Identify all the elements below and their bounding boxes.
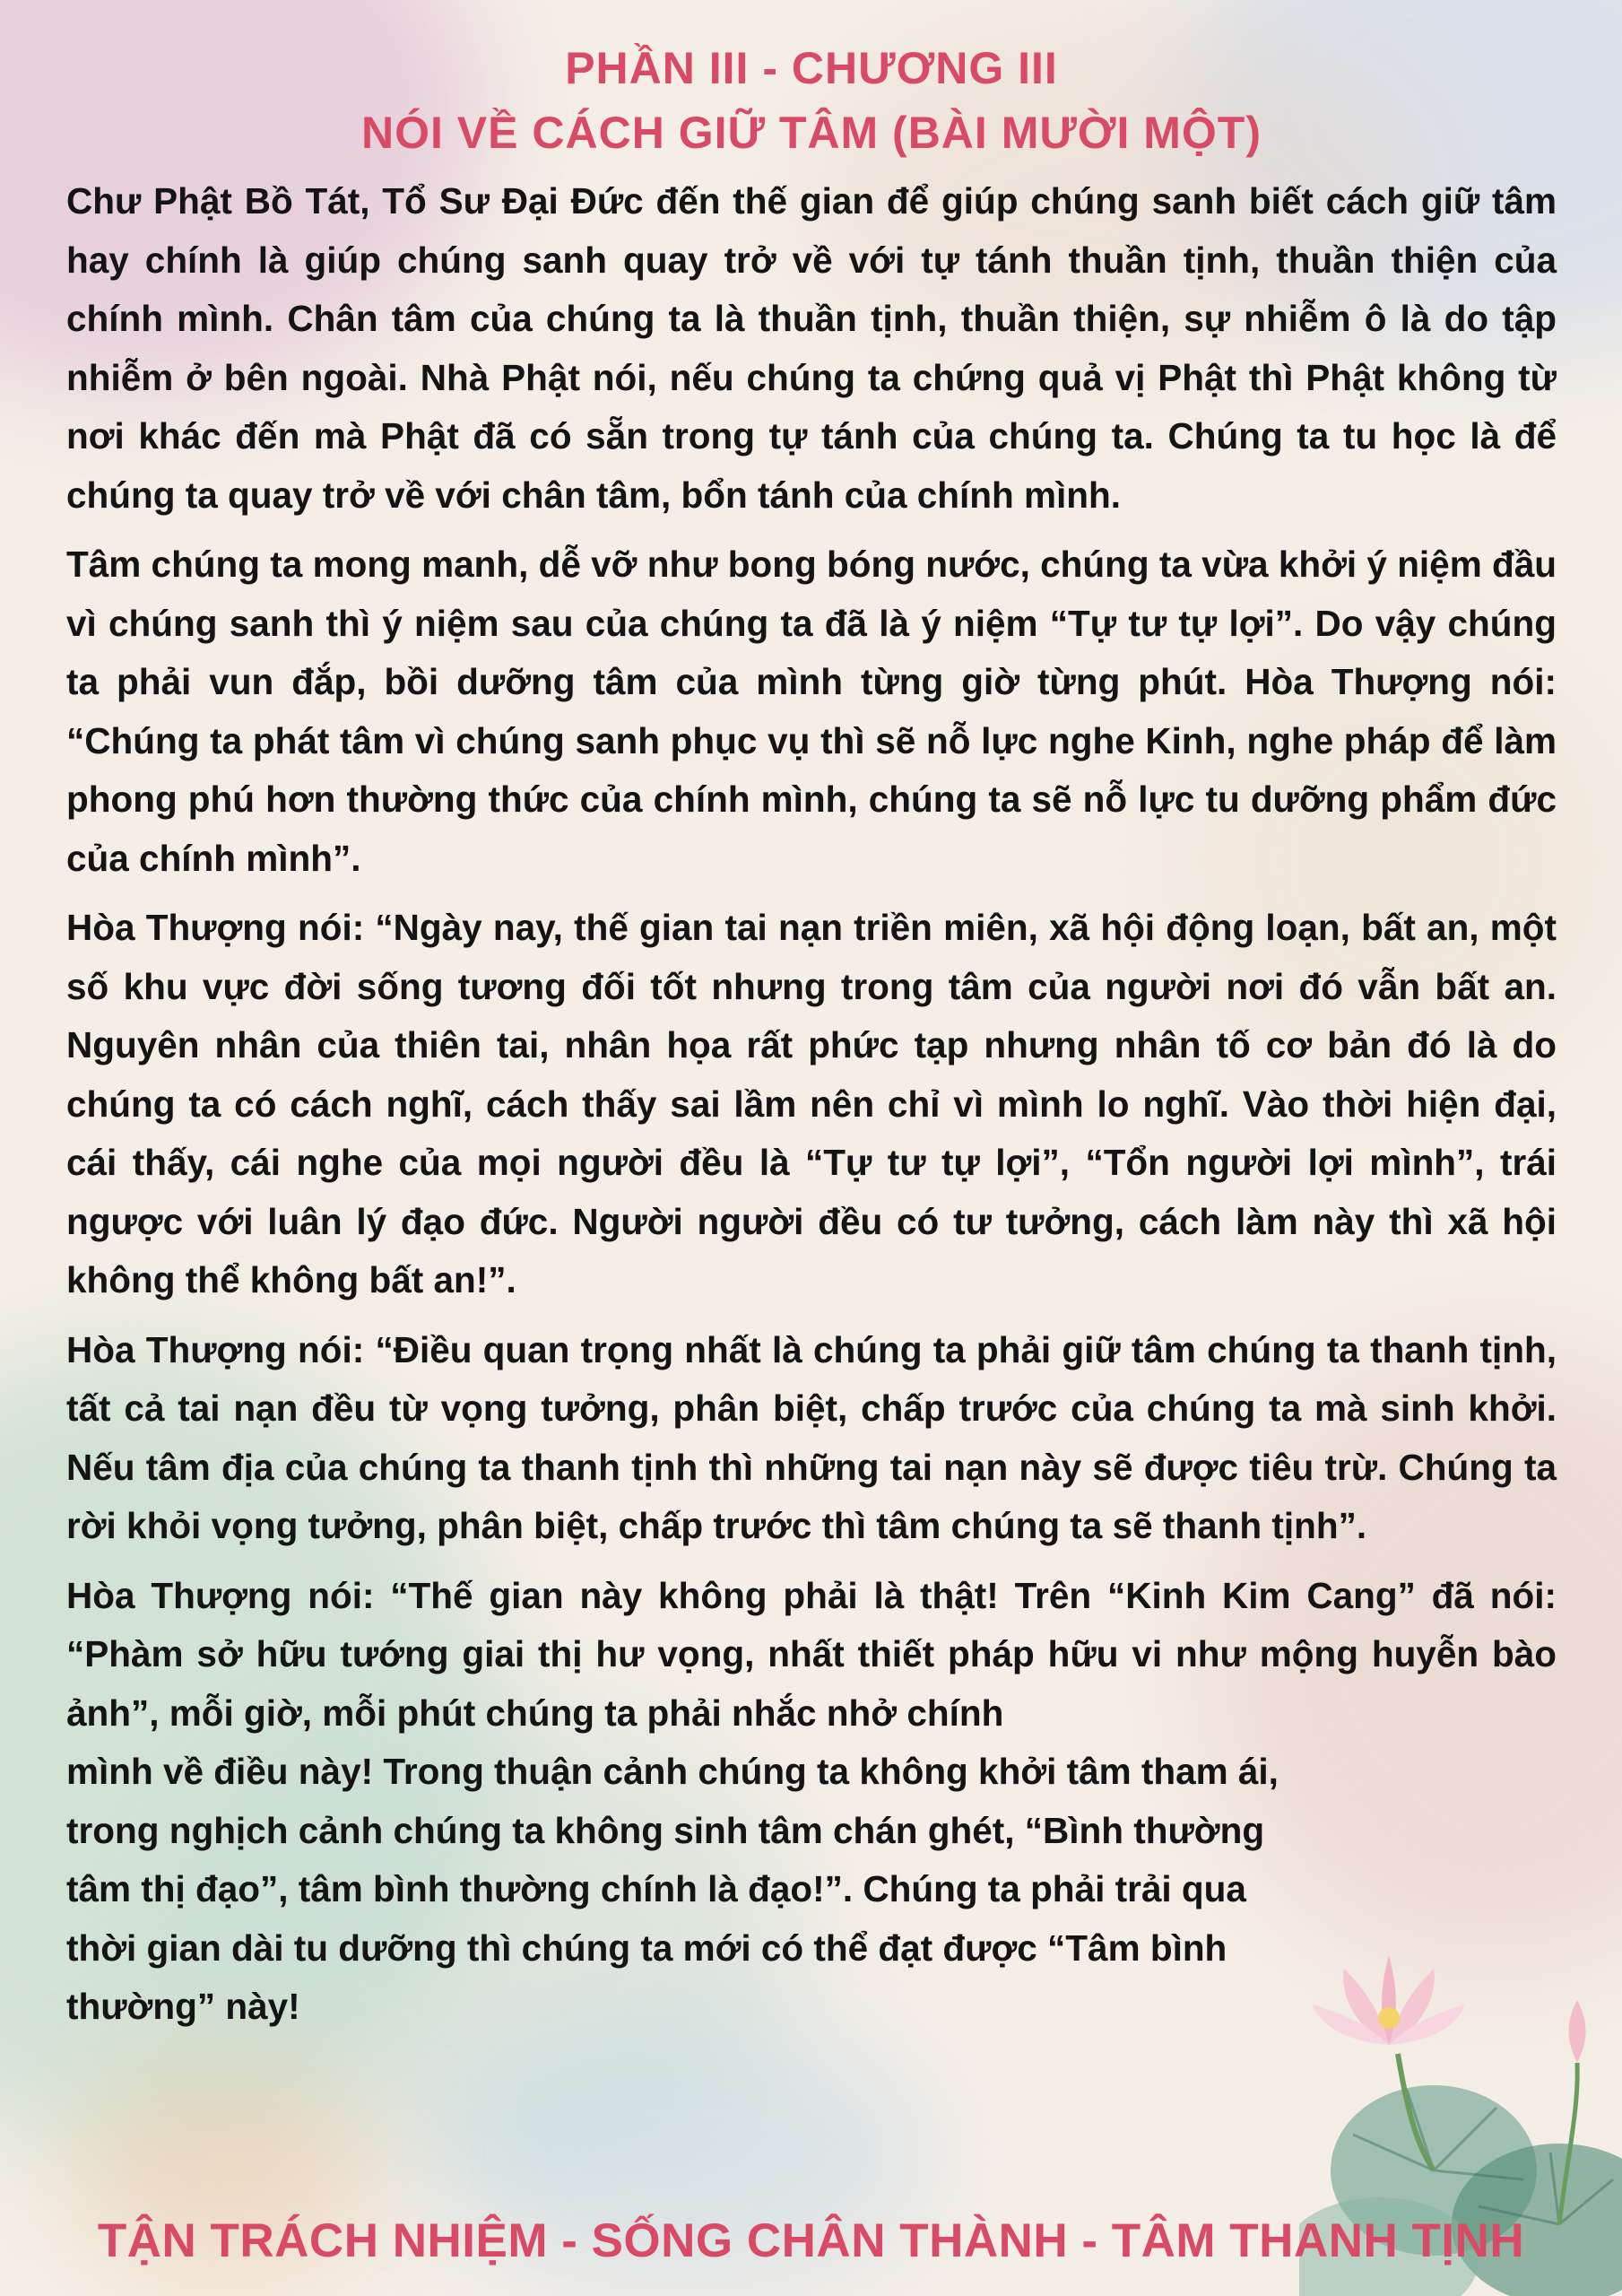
paragraph-5-continued: mình về điều này! Trong thuận cảnh chúng ta không khởi tâm tham ái, trong nghịch cảnh chúng ta không sinh tâm chán ghét, “Bình thường tâm thị đạo”, tâm bình thường chính là đạo!”. Chúng ta phải trải qua thời gian dài tu dưỡng thì chúng ta mới có thể đạt được “Tâm bình thường” này! (66, 1751, 1279, 2027)
paragraph-1: Chư Phật Bồ Tát, Tổ Sư Đại Đức đến thế gian để giúp chúng sanh biết cách giữ tâm hay chính là giúp chúng sanh quay trở về với tự tánh thuần tịnh, thuần thiện của chính mình. Chân tâm của chúng ta là thuần tịnh, thuần thiện, sự nhiễm ô là do tập nhiễm ở bên ngoài. Nhà Phật nói, nếu chúng ta chứng quả vị Phật thì Phật không từ nơi khác đến mà Phật đã có sẵn trong tự tánh của chúng ta. Chúng ta tu học là để chúng ta quay trở về với chân tâm, bổn tánh của chính mình. (66, 180, 1557, 516)
main-content (66, 36, 1557, 2048)
section-title: PHẦN III - CHƯƠNG III (565, 43, 1058, 93)
paragraph-2: Tâm chúng ta mong manh, dễ vỡ như bong bóng nước, chúng ta vừa khởi ý niệm đầu vì chúng sanh thì ý niệm sau của chúng ta đã là ý niệm “Tự tư tự lợi”. Do vậy chúng ta phải vun đắp, bồi dưỡng tâm của mình từng giờ từng phút. Hòa Thượng nói: “Chúng ta phát tâm vì chúng sanh phục vụ thì sẽ nỗ lực nghe Kinh, nghe pháp để làm phong phú hơn thường thức của chính mình, chúng ta sẽ nỗ lực tu dưỡng phẩm đức của chính mình”. (66, 544, 1557, 879)
article-title: NÓI VỀ CÁCH GIỮ TÂM (BÀI MƯỜI MỘT) (361, 108, 1262, 158)
paragraph-3: Hòa Thượng nói: “Ngày nay, thế gian tai nạn triền miên, xã hội động loạn, bất an, một số khu vực đời sống tương đối tốt nhưng trong tâm của người nơi đó vẫn bất an. Nguyên nhân của thiên tai, nhân họa rất phức tạp nhưng nhân tố cơ bản đó là do chúng ta có cách nghĩ, cách thấy sai lầm nên chỉ vì mình lo nghĩ. Vào thời hiện đại, cái thấy, cái nghe của mọi người đều là “Tự tư tự lợi”, “Tổn người lợi mình”, trái ngược với luân lý đạo đức. Người người đều có tư tưởng, cách làm này thì xã hội không thể không bất an!”. (66, 907, 1557, 1300)
footer-slogan: TẬN TRÁCH NHIỆM - SỐNG CHÂN THÀNH - TÂM THANH TỊNH (97, 2214, 1525, 2267)
paragraph-5: Hòa Thượng nói: “Thế gian này không phải là thật! Trên “Kinh Kim Cang” đã nói: “Phàm sở hữu tướng giai thị hư vọng, nhất thiết pháp hữu vi như mộng huyễn bào ảnh”, mỗi giờ, mỗi phút chúng ta phải nhắc nhở chính (66, 1574, 1557, 1734)
paragraph-4: Hòa Thượng nói: “Điều quan trọng nhất là chúng ta phải giữ tâm chúng ta thanh tịnh, tất cả tai nạn đều từ vọng tưởng, phân biệt, chấp trước của chúng ta mà sinh khởi. Nếu tâm địa của chúng ta thanh tịnh thì những tai nạn này sẽ được tiêu trừ. Chúng ta rời khỏi vọng tưởng, phân biệt, chấp trước thì tâm chúng ta sẽ thanh tịnh”. (66, 1328, 1557, 1546)
